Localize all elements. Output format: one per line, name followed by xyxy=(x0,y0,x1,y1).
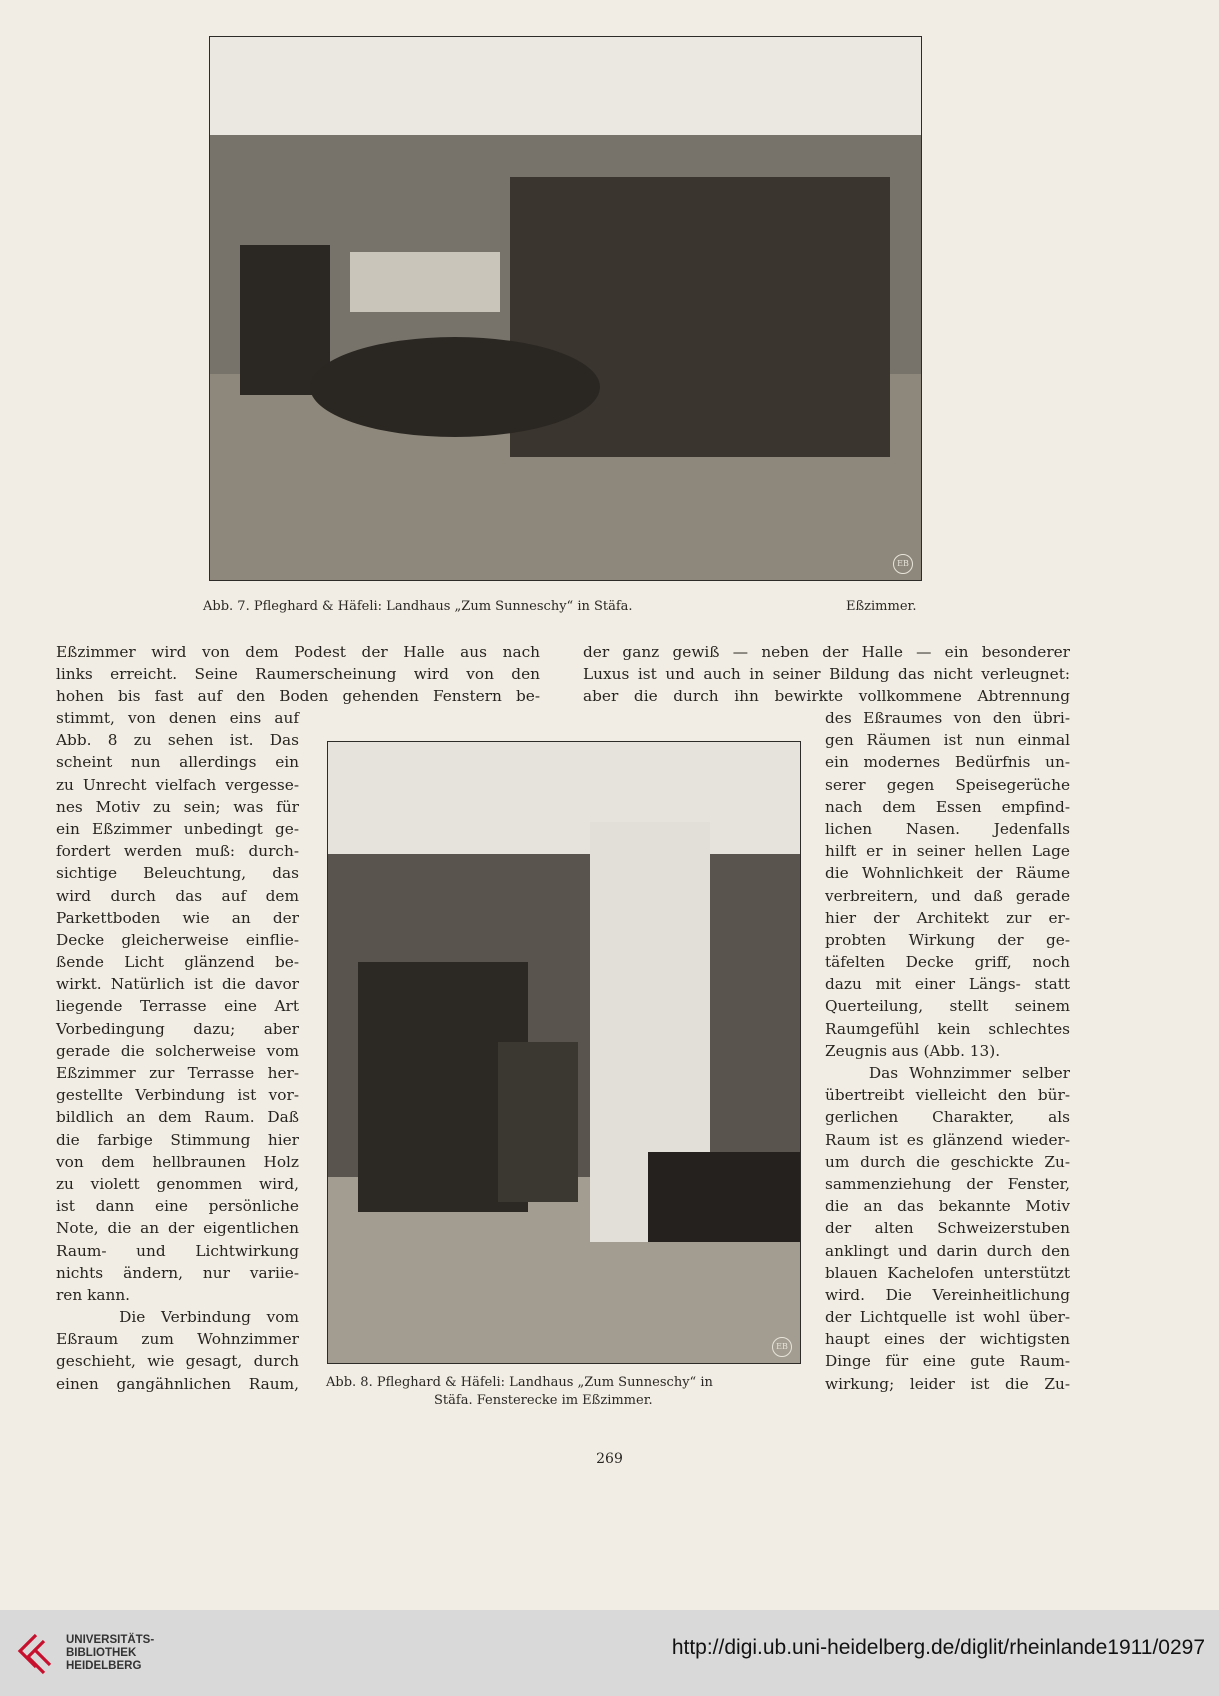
text-line: gerade die solcherweise vom xyxy=(56,1041,299,1060)
text-line: wirkung; leider ist die Zu- xyxy=(825,1374,1070,1393)
text-line: ßende Licht glänzend be- xyxy=(56,953,299,972)
text-line: nes Motiv zu sein; was für xyxy=(56,797,299,816)
text-line: Eßzimmer wird von dem Podest der Halle aus nach xyxy=(56,643,540,661)
figure-8-caption-line-1: Abb. 8. Pfleghard & Häfeli: Landhaus „Zum Sunneschy“ in xyxy=(326,1375,713,1390)
text-line: Note, die an der eigentlichen xyxy=(56,1219,299,1238)
text-line: bildlich an dem Raum. Daß xyxy=(56,1108,299,1127)
text-line: hier der Architekt zur er- xyxy=(825,908,1070,927)
text-line: Raum ist es glänzend wieder- xyxy=(825,1130,1070,1149)
page-number: 269 xyxy=(596,1451,623,1467)
text-line: aber die durch ihn bewirkte vollkommene Abtrennung xyxy=(583,687,1070,706)
text-line: wird. Die Vereinheitlichung xyxy=(825,1285,1070,1304)
library-logo-strokes xyxy=(20,1635,50,1673)
text-line: Luxus ist und auch in seiner Bildung das nicht verleugnet: xyxy=(583,665,1070,684)
figure-7-photo xyxy=(209,36,922,581)
text-line: zu violett genommen wird, xyxy=(56,1174,299,1193)
text-line: ren kann. xyxy=(56,1285,131,1304)
text-line: gerlichen Charakter, als xyxy=(825,1108,1070,1127)
text-line: die farbige Stimmung hier xyxy=(56,1130,299,1149)
text-line: Eßzimmer zur Terrasse her- xyxy=(56,1064,299,1082)
text-line: Raumgefühl kein schlechtes xyxy=(825,1019,1070,1038)
text-line: die an das bekannte Motiv xyxy=(825,1197,1070,1216)
text-line: Abb. 8 zu sehen ist. Das xyxy=(56,731,299,750)
text-line: ein Eßzimmer unbedingt ge- xyxy=(56,819,299,838)
library-name xyxy=(66,1634,154,1673)
text-line: Parkettboden wie an der xyxy=(56,908,299,927)
library-name-line: HEIDELBERG xyxy=(66,1660,142,1672)
text-line: wirkt. Natürlich ist die davor xyxy=(56,975,299,994)
text-line: Decke gleicherweise einflie- xyxy=(56,930,299,949)
text-line: der Lichtquelle ist wohl über- xyxy=(825,1308,1070,1327)
text-line: der ganz gewiß — neben der Halle — ein besonderer xyxy=(583,643,1070,661)
library-logo-icon xyxy=(14,1632,54,1676)
text-line: anklingt und darin durch den xyxy=(825,1241,1070,1260)
library-name-line: UNIVERSITÄTS- xyxy=(66,1634,155,1646)
text-line: die Wohnlichkeit der Räume xyxy=(825,864,1070,883)
permalink-url[interactable]: http://digi.ub.uni-heidelberg.de/diglit/rheinlande1911/0297 xyxy=(671,1636,1205,1659)
text-line: hilft er in seiner hellen Lage xyxy=(825,842,1070,861)
text-line: Raum- und Lichtwirkung xyxy=(56,1241,299,1260)
text-line: links erreicht. Seine Raumerscheinung wird von den xyxy=(56,665,540,684)
text-line: serer gegen Speisegerüche xyxy=(825,775,1070,794)
text-line: sichtige Beleuchtung, das xyxy=(56,864,299,883)
text-line: Vorbedingung dazu; aber xyxy=(56,1019,299,1038)
text-line: stimmt, von denen eins auf xyxy=(56,709,299,727)
text-line: Querteilung, stellt seinem xyxy=(825,997,1070,1016)
text-line: Zeugnis aus (Abb. 13). xyxy=(825,1041,1001,1060)
text-line: um durch die geschickte Zu- xyxy=(825,1152,1070,1171)
text-line: liegende Terrasse eine Art xyxy=(56,997,299,1016)
text-line: einen gangähnlichen Raum, xyxy=(56,1374,299,1393)
figure-7-caption-right: Eßzimmer. xyxy=(846,599,917,614)
text-line: probten Wirkung der ge- xyxy=(825,930,1070,949)
text-line: sammenziehung der Fenster, xyxy=(825,1174,1070,1193)
text-line: geschieht, wie gesagt, durch xyxy=(56,1352,299,1371)
text-line: Die Verbindung vom xyxy=(56,1308,299,1327)
text-line: Eßraum zum Wohnzimmer xyxy=(56,1330,299,1349)
figure-8-caption-line-2: Stäfa. Fensterecke im Eßzimmer. xyxy=(434,1393,653,1408)
figure-8-photo xyxy=(327,741,801,1364)
text-line: hohen bis fast auf den Boden gehenden Fenstern be- xyxy=(56,687,540,706)
text-line: fordert werden muß: durch- xyxy=(56,842,299,861)
text-line: wird durch das auf dem xyxy=(56,886,299,905)
text-line: übertreibt vielleicht den bür- xyxy=(825,1086,1070,1105)
text-line: des Eßraumes von den übri- xyxy=(825,709,1070,727)
right-column-top xyxy=(583,641,1070,708)
text-line: ist dann eine persönliche xyxy=(56,1197,299,1216)
text-line: der alten Schweizerstuben xyxy=(825,1219,1070,1238)
right-narrow-column xyxy=(825,707,1070,1395)
text-line: lichen Nasen. Jedenfalls xyxy=(825,819,1070,838)
text-line: nach dem Essen empfind- xyxy=(825,797,1070,816)
text-line: ein modernes Bedürfnis un- xyxy=(825,753,1070,772)
text-line: dazu mit einer Längs- statt xyxy=(825,975,1070,994)
monogram-icon: EB xyxy=(772,1337,792,1357)
text-line: blauen Kachelofen unterstützt xyxy=(825,1263,1070,1282)
figure-7-caption-left: Abb. 7. Pfleghard & Häfeli: Landhaus „Zum Sunneschy“ in Stäfa. xyxy=(203,599,633,614)
text-line: scheint nun allerdings ein xyxy=(56,753,299,772)
monogram-icon: EB xyxy=(893,554,913,574)
text-line: täfelten Decke griff, noch xyxy=(825,953,1070,972)
left-narrow-column xyxy=(56,707,299,1395)
library-name-line: BIBLIOTHEK xyxy=(66,1647,137,1659)
text-line: gestellte Verbindung ist vor- xyxy=(56,1086,299,1105)
left-column-top xyxy=(56,641,540,708)
text-line: verbreitern, und daß gerade xyxy=(825,886,1070,905)
text-line: nichts ändern, nur variie- xyxy=(56,1263,299,1282)
text-line: Dinge für eine gute Raum- xyxy=(825,1352,1070,1371)
text-line: haupt eines der wichtigsten xyxy=(825,1330,1070,1349)
text-line: gen Räumen ist nun einmal xyxy=(825,731,1070,750)
text-line: Das Wohnzimmer selber xyxy=(825,1064,1070,1082)
text-line: zu Unrecht vielfach vergesse- xyxy=(56,775,299,794)
footer-bar xyxy=(0,1610,1219,1696)
text-line: von dem hellbraunen Holz xyxy=(56,1152,299,1171)
